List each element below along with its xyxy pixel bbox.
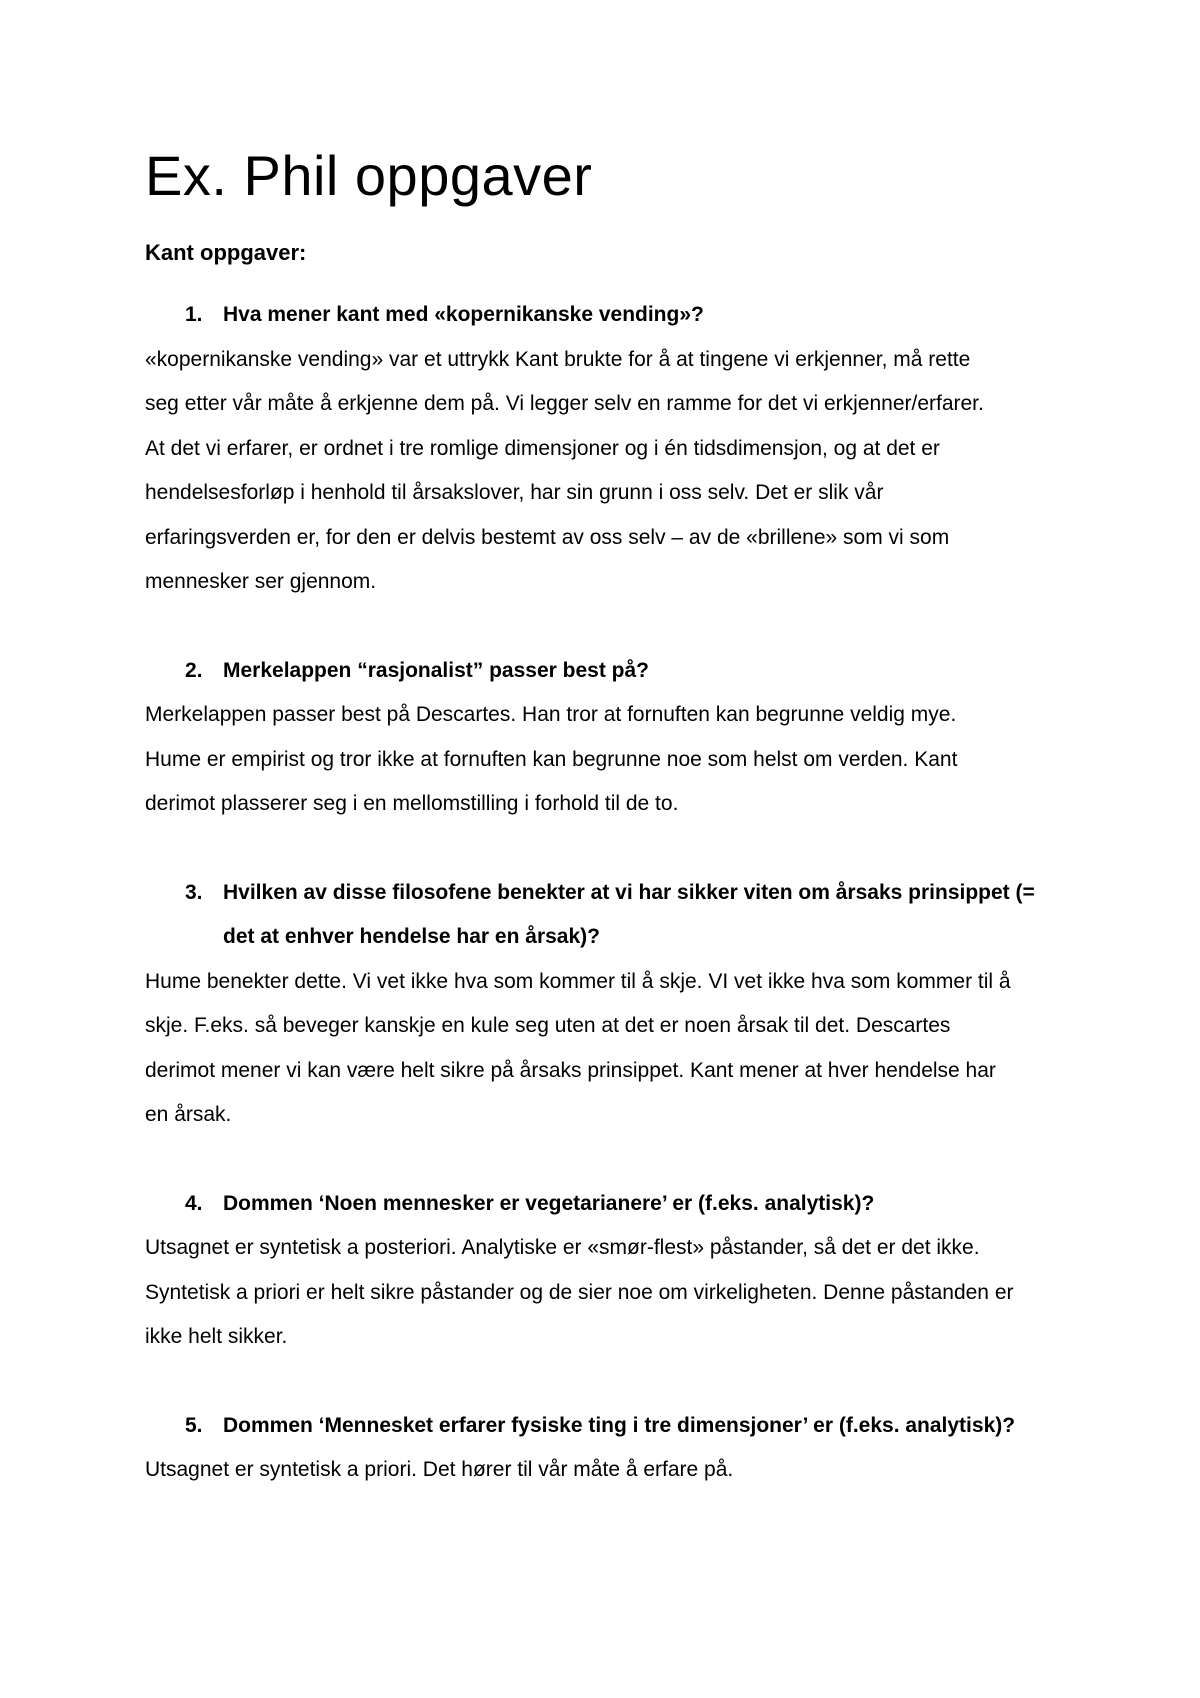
- answer-line: skje. F.eks. så beveger kanskje en kule seg uten at det er noen årsak til det. Descartes: [145, 1014, 951, 1037]
- question-text: Dommen ‘Noen mennesker er vegetarianere’ er (f.eks. analytisk)?: [223, 1191, 875, 1215]
- answer-line: «kopernikanske vending» var et uttrykk Kant brukte for å at tingene vi erkjenner, må rette: [145, 347, 971, 371]
- answer-paragraph: [145, 338, 1075, 605]
- answer-line: ikke helt sikker.: [145, 1325, 288, 1348]
- question-heading: [145, 293, 1075, 338]
- question-heading: [145, 1182, 1075, 1227]
- answer-paragraph: [145, 960, 1075, 1138]
- answer-line: Utsagnet er syntetisk a posteriori. Analytiske er «smør-flest» påstander, så det er det ikke.: [145, 1236, 980, 1259]
- answer-line: Hume er empirist og tror ikke at fornuften kan begrunne noe som helst om verden. Kant: [145, 747, 958, 771]
- section-heading: Kant oppgaver:: [145, 240, 307, 265]
- answer-paragraph: [145, 1448, 1075, 1493]
- question-heading: [145, 871, 1075, 916]
- answer-line: mennesker ser gjennom.: [145, 570, 377, 593]
- question-heading: [145, 649, 1075, 694]
- question-text: Hvilken av disse filosofene benekter at vi har sikker viten om årsaks prinsippet (=: [223, 880, 1035, 904]
- question-list: [145, 293, 1075, 1493]
- question-number: 5.: [185, 1413, 203, 1437]
- answer-paragraph: [145, 693, 1075, 827]
- question-text: Hva mener kant med «kopernikanske vending»?: [223, 303, 704, 326]
- question-number: [185, 915, 223, 960]
- question-block: [145, 871, 1075, 1138]
- question-block: [145, 1404, 1075, 1493]
- answer-line: derimot mener vi kan være helt sikre på årsaks prinsippet. Kant mener at hver hendelse har: [145, 1058, 996, 1082]
- document-title: Ex. Phil oppgaver: [145, 144, 593, 207]
- question-number: 1.: [185, 303, 203, 326]
- question-text: det at enhver hendelse har en årsak)?: [223, 925, 600, 948]
- answer-line: en årsak.: [145, 1103, 232, 1126]
- question-number: 3.: [185, 880, 203, 904]
- question-block: [145, 649, 1075, 827]
- document-body: [145, 140, 1075, 1537]
- answer-line: At det vi erfarer, er ordnet i tre romlige dimensjoner og i én tidsdimensjon, og at det er: [145, 436, 940, 460]
- answer-line: Syntetisk a priori er helt sikre påstander og de sier noe om virkeligheten. Denne påstanden er: [145, 1280, 1014, 1304]
- answer-line: derimot plasserer seg i en mellomstilling i forhold til de to.: [145, 792, 679, 815]
- answer-line: seg etter vår måte å erkjenne dem på. Vi legger selv en ramme for det vi erkjenner/erfarer.: [145, 392, 984, 415]
- question-heading: [145, 1404, 1075, 1449]
- question-text: Dommen ‘Mennesket erfarer fysiske ting i tre dimensjoner’ er (f.eks. analytisk)?: [223, 1413, 1016, 1437]
- question-text: Merkelappen “rasjonalist” passer best på?: [223, 658, 649, 682]
- answer-line: Merkelappen passer best på Descartes. Han tror at fornuften kan begrunne veldig mye.: [145, 703, 957, 726]
- question-block: [145, 1182, 1075, 1360]
- answer-line: erfaringsverden er, for den er delvis bestemt av oss selv – av de «brillene» som vi som: [145, 525, 950, 549]
- question-block: [145, 293, 1075, 605]
- question-heading: [145, 915, 1075, 960]
- answer-line: Utsagnet er syntetisk a priori. Det hører til vår måte å erfare på.: [145, 1458, 734, 1481]
- answer-line: Hume benekter dette. Vi vet ikke hva som kommer til å skje. VI vet ikke hva som kommer til å: [145, 969, 1011, 993]
- question-number: 4.: [185, 1191, 203, 1215]
- question-number: 2.: [185, 658, 203, 682]
- answer-paragraph: [145, 1226, 1075, 1360]
- answer-line: hendelsesforløp i henhold til årsakslover, har sin grunn i oss selv. Det er slik vår: [145, 481, 884, 504]
